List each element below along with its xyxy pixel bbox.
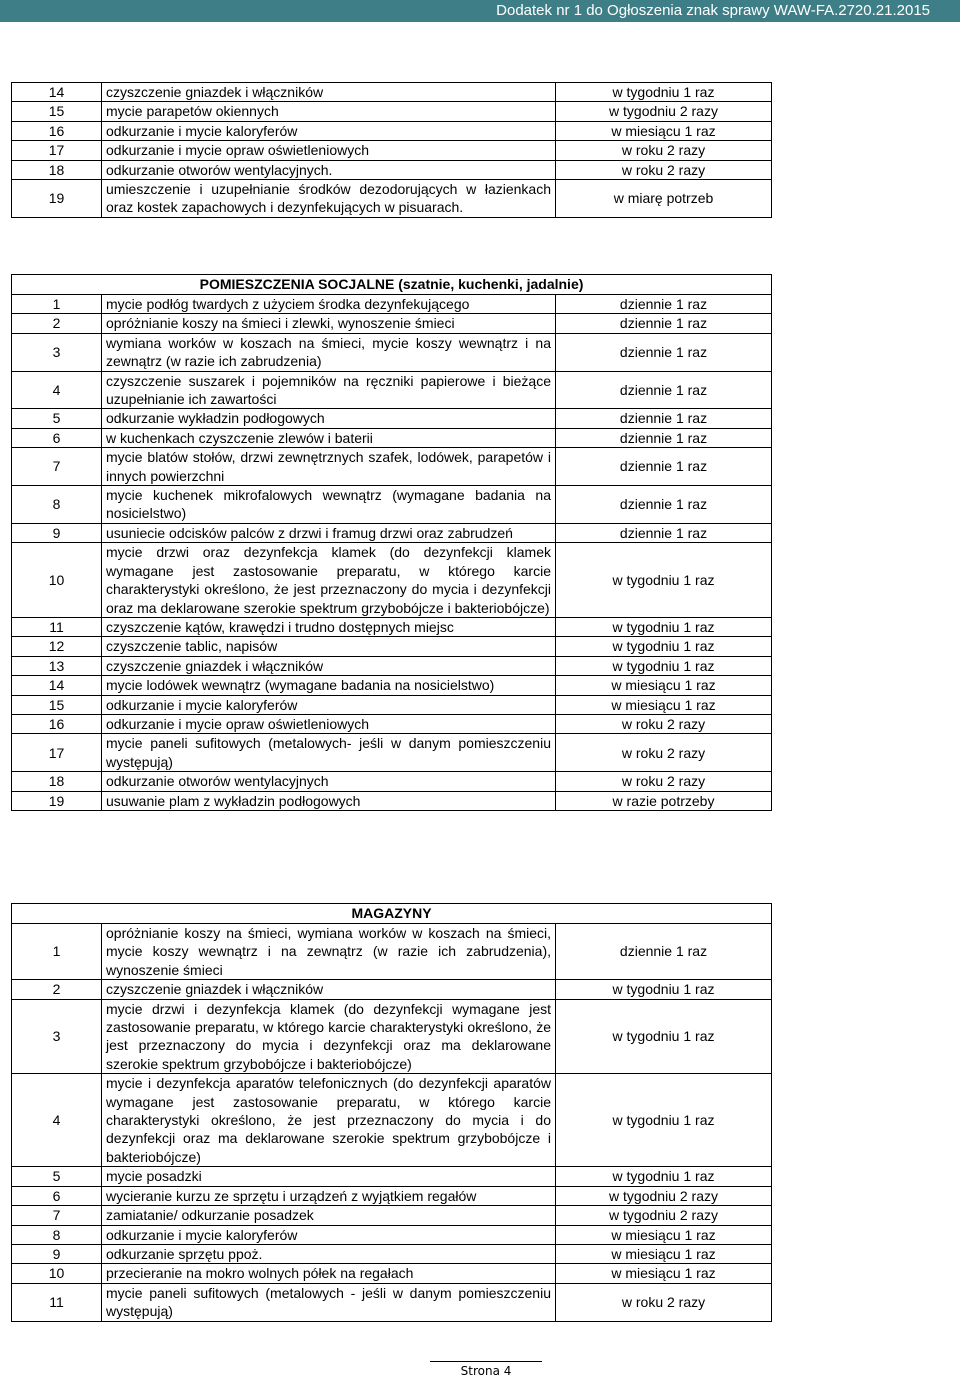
- task-description: mycie paneli sufitowych (metalowych- jeśli w danym pomieszczeniu występują): [102, 734, 556, 772]
- table-row: [12, 121, 772, 140]
- task-description: mycie kuchenek mikrofalowych wewnątrz (wymagane badania na nosicielstwo): [102, 486, 556, 524]
- task-description: mycie paneli sufitowych (metalowych - jeśli w danym pomieszczeniu występują): [102, 1283, 556, 1321]
- task-frequency: w razie potrzeby: [556, 791, 772, 810]
- task-frequency: dziennie 1 raz: [556, 448, 772, 486]
- table-row: [12, 1225, 772, 1244]
- table-row: [12, 980, 772, 999]
- task-frequency: dziennie 1 raz: [556, 523, 772, 542]
- row-number: 1: [12, 295, 102, 314]
- task-frequency: w tygodniu 1 raz: [556, 980, 772, 999]
- document-title: Dodatek nr 1 do Ogłoszenia znak sprawy WAW-FA.2720.21.2015: [496, 2, 930, 19]
- row-number: 2: [12, 980, 102, 999]
- task-description: odkurzanie i mycie kaloryferów: [102, 1225, 556, 1244]
- table-row: [12, 371, 772, 409]
- row-number: 11: [12, 1283, 102, 1321]
- row-number: 10: [12, 1264, 102, 1283]
- task-frequency: w roku 2 razy: [556, 141, 772, 160]
- row-number: 19: [12, 791, 102, 810]
- table-row: [12, 486, 772, 524]
- task-description: wycieranie kurzu ze sprzętu i urządzeń z wyjątkiem regałów: [102, 1186, 556, 1205]
- table-row: [12, 1244, 772, 1263]
- footer-divider: [430, 1361, 542, 1362]
- row-number: 3: [12, 333, 102, 371]
- task-frequency: w tygodniu 1 raz: [556, 83, 772, 102]
- table-row: [12, 1167, 772, 1186]
- task-description: mycie i dezynfekcja aparatów telefonicznych (do dezynfekcji aparatów wymagane jest zastosowanie preparatu, w którego karcie charakterystyki określono, że jest przeznaczony do mycia i do dezynfekcji oraz ma deklarowane szerokie spektrum grzybobójcze i bakteriobójcze): [102, 1074, 556, 1167]
- task-description: czyszczenie kątów, krawędzi i trudno dostępnych miejsc: [102, 617, 556, 636]
- task-description: wymiana worków w koszach na śmieci, mycie koszy wewnątrz i na zewnątrz (w razie ich zabrudzenia): [102, 333, 556, 371]
- task-frequency: w tygodniu 2 razy: [556, 102, 772, 121]
- task-description: zamiatanie/ odkurzanie posadzek: [102, 1206, 556, 1225]
- task-frequency: w tygodniu 1 raz: [556, 617, 772, 636]
- table-row: [12, 714, 772, 733]
- task-frequency: w tygodniu 1 raz: [556, 637, 772, 656]
- row-number: 17: [12, 734, 102, 772]
- row-number: 2: [12, 314, 102, 333]
- row-number: 10: [12, 543, 102, 618]
- task-frequency: w roku 2 razy: [556, 772, 772, 791]
- row-number: 7: [12, 448, 102, 486]
- task-frequency: w tygodniu 1 raz: [556, 1167, 772, 1186]
- task-frequency: w miesiącu 1 raz: [556, 1225, 772, 1244]
- row-number: 18: [12, 160, 102, 179]
- row-number: 6: [12, 428, 102, 447]
- task-frequency: w roku 2 razy: [556, 734, 772, 772]
- task-description: czyszczenie gniazdek i włączników: [102, 980, 556, 999]
- task-frequency: w tygodniu 1 raz: [556, 1074, 772, 1167]
- task-frequency: dziennie 1 raz: [556, 371, 772, 409]
- task-description: mycie posadzki: [102, 1167, 556, 1186]
- section-header-row: [12, 275, 772, 295]
- task-description: odkurzanie i mycie opraw oświetleniowych: [102, 141, 556, 160]
- table-row: [12, 448, 772, 486]
- row-number: 5: [12, 1167, 102, 1186]
- task-description: czyszczenie tablic, napisów: [102, 637, 556, 656]
- task-frequency: dziennie 1 raz: [556, 924, 772, 980]
- table-row: [12, 1264, 772, 1283]
- task-description: odkurzanie wykładzin podłogowych: [102, 409, 556, 428]
- table-row: [12, 180, 772, 218]
- table-row: [12, 141, 772, 160]
- row-number: 12: [12, 637, 102, 656]
- table-row: [12, 734, 772, 772]
- task-frequency: dziennie 1 raz: [556, 314, 772, 333]
- row-number: 5: [12, 409, 102, 428]
- row-number: 13: [12, 656, 102, 675]
- table-row: [12, 314, 772, 333]
- table-social-rooms: [11, 274, 772, 811]
- task-frequency: w roku 2 razy: [556, 160, 772, 179]
- table-row: [12, 523, 772, 542]
- row-number: 17: [12, 141, 102, 160]
- row-number: 19: [12, 180, 102, 218]
- row-number: 11: [12, 617, 102, 636]
- table-row: [12, 1186, 772, 1205]
- task-description: opróżnianie koszy na śmieci i zlewki, wynoszenie śmieci: [102, 314, 556, 333]
- table-warehouses: [11, 903, 772, 1322]
- row-number: 7: [12, 1206, 102, 1225]
- table-row: [12, 676, 772, 695]
- table-row: [12, 409, 772, 428]
- task-frequency: w roku 2 razy: [556, 1283, 772, 1321]
- table-row: [12, 543, 772, 618]
- task-description: mycie lodówek wewnątrz (wymagane badania na nosicielstwo): [102, 676, 556, 695]
- task-description: w kuchenkach czyszczenie zlewów i baterii: [102, 428, 556, 447]
- task-frequency: w miesiącu 1 raz: [556, 1264, 772, 1283]
- task-frequency: w tygodniu 2 razy: [556, 1186, 772, 1205]
- task-frequency: w tygodniu 2 razy: [556, 1206, 772, 1225]
- task-description: usuniecie odcisków palców z drzwi i framug drzwi oraz zabrudzeń: [102, 523, 556, 542]
- task-frequency: w tygodniu 1 raz: [556, 999, 772, 1074]
- row-number: 14: [12, 83, 102, 102]
- task-frequency: w tygodniu 1 raz: [556, 543, 772, 618]
- table-row: [12, 83, 772, 102]
- row-number: 8: [12, 486, 102, 524]
- task-frequency: w miesiącu 1 raz: [556, 695, 772, 714]
- table-row: [12, 695, 772, 714]
- table-row: [12, 791, 772, 810]
- task-description: odkurzanie otworów wentylacyjnych.: [102, 160, 556, 179]
- table-row: [12, 637, 772, 656]
- row-number: 8: [12, 1225, 102, 1244]
- task-frequency: dziennie 1 raz: [556, 409, 772, 428]
- task-description: opróżnianie koszy na śmieci, wymiana worków w koszach na śmieci, mycie koszy wewnątrz i na zewnątrz (w razie ich zabrudzenia), wynoszenie śmieci: [102, 924, 556, 980]
- task-frequency: w roku 2 razy: [556, 714, 772, 733]
- table-row: [12, 333, 772, 371]
- table-row: [12, 617, 772, 636]
- row-number: 4: [12, 1074, 102, 1167]
- table-row: [12, 428, 772, 447]
- page-number: Strona 4: [460, 1364, 512, 1378]
- table-row: [12, 102, 772, 121]
- task-description: przecieranie na mokro wolnych półek na regałach: [102, 1264, 556, 1283]
- task-frequency: w miesiącu 1 raz: [556, 676, 772, 695]
- row-number: 9: [12, 523, 102, 542]
- row-number: 18: [12, 772, 102, 791]
- task-description: czyszczenie suszarek i pojemników na ręczniki papierowe i bieżące uzupełnianie ich zawartości: [102, 371, 556, 409]
- table-row: [12, 924, 772, 980]
- task-description: odkurzanie otworów wentylacyjnych: [102, 772, 556, 791]
- table-row: [12, 1074, 772, 1167]
- task-frequency: dziennie 1 raz: [556, 295, 772, 314]
- section-header-row: [12, 904, 772, 924]
- table-row: [12, 1283, 772, 1321]
- task-description: mycie blatów stołów, drzwi zewnętrznych szafek, lodówek, parapetów i innych powierzchni: [102, 448, 556, 486]
- task-description: mycie podłóg twardych z użyciem środka dezynfekującego: [102, 295, 556, 314]
- section-title: POMIESZCZENIA SOCJALNE (szatnie, kuchenki, jadalnie): [12, 275, 772, 295]
- table-row: [12, 1206, 772, 1225]
- document-header: [0, 0, 960, 22]
- row-number: 16: [12, 121, 102, 140]
- task-frequency: dziennie 1 raz: [556, 486, 772, 524]
- task-description: usuwanie plam z wykładzin podłogowych: [102, 791, 556, 810]
- task-frequency: dziennie 1 raz: [556, 428, 772, 447]
- row-number: 9: [12, 1244, 102, 1263]
- row-number: 16: [12, 714, 102, 733]
- table-row: [12, 295, 772, 314]
- table-row: [12, 772, 772, 791]
- task-description: czyszczenie gniazdek i włączników: [102, 656, 556, 675]
- row-number: 14: [12, 676, 102, 695]
- task-frequency: w miesiącu 1 raz: [556, 121, 772, 140]
- row-number: 3: [12, 999, 102, 1074]
- task-description: czyszczenie gniazdek i włączników: [102, 83, 556, 102]
- task-description: odkurzanie i mycie kaloryferów: [102, 695, 556, 714]
- task-description: odkurzanie i mycie opraw oświetleniowych: [102, 714, 556, 733]
- row-number: 1: [12, 924, 102, 980]
- task-description: odkurzanie sprzętu ppoż.: [102, 1244, 556, 1263]
- task-description: mycie drzwi oraz dezynfekcja klamek (do dezynfekcji klamek wymagane jest zastosowanie preparatu, w którego karcie charakterystyki określono, że jest przeznaczony do mycia i dezynfekcji oraz ma deklarowane szerokie spektrum grzybobójcze i bakteriobójcze): [102, 543, 556, 618]
- task-frequency: w tygodniu 1 raz: [556, 656, 772, 675]
- row-number: 15: [12, 102, 102, 121]
- task-frequency: w miesiącu 1 raz: [556, 1244, 772, 1263]
- table-sanitary-continued: [11, 82, 772, 218]
- task-description: mycie drzwi i dezynfekcja klamek (do dezynfekcji wymagane jest zastosowanie preparatu, w którego karcie charakterystyki określono, że jest przeznaczony do mycia i dezynfekcji oraz ma deklarowane szerokie spektrum grzybobójcze i bakteriobójcze): [102, 999, 556, 1074]
- table-row: [12, 656, 772, 675]
- task-description: mycie parapetów okiennych: [102, 102, 556, 121]
- table-row: [12, 160, 772, 179]
- row-number: 4: [12, 371, 102, 409]
- task-frequency: w miarę potrzeb: [556, 180, 772, 218]
- row-number: 15: [12, 695, 102, 714]
- table-row: [12, 999, 772, 1074]
- task-description: umieszczenie i uzupełnianie środków dezodorujących w łazienkach oraz kostek zapachowych i dezynfekujących w pisuarach.: [102, 180, 556, 218]
- row-number: 6: [12, 1186, 102, 1205]
- task-frequency: dziennie 1 raz: [556, 333, 772, 371]
- section-title: MAGAZYNY: [12, 904, 772, 924]
- task-description: odkurzanie i mycie kaloryferów: [102, 121, 556, 140]
